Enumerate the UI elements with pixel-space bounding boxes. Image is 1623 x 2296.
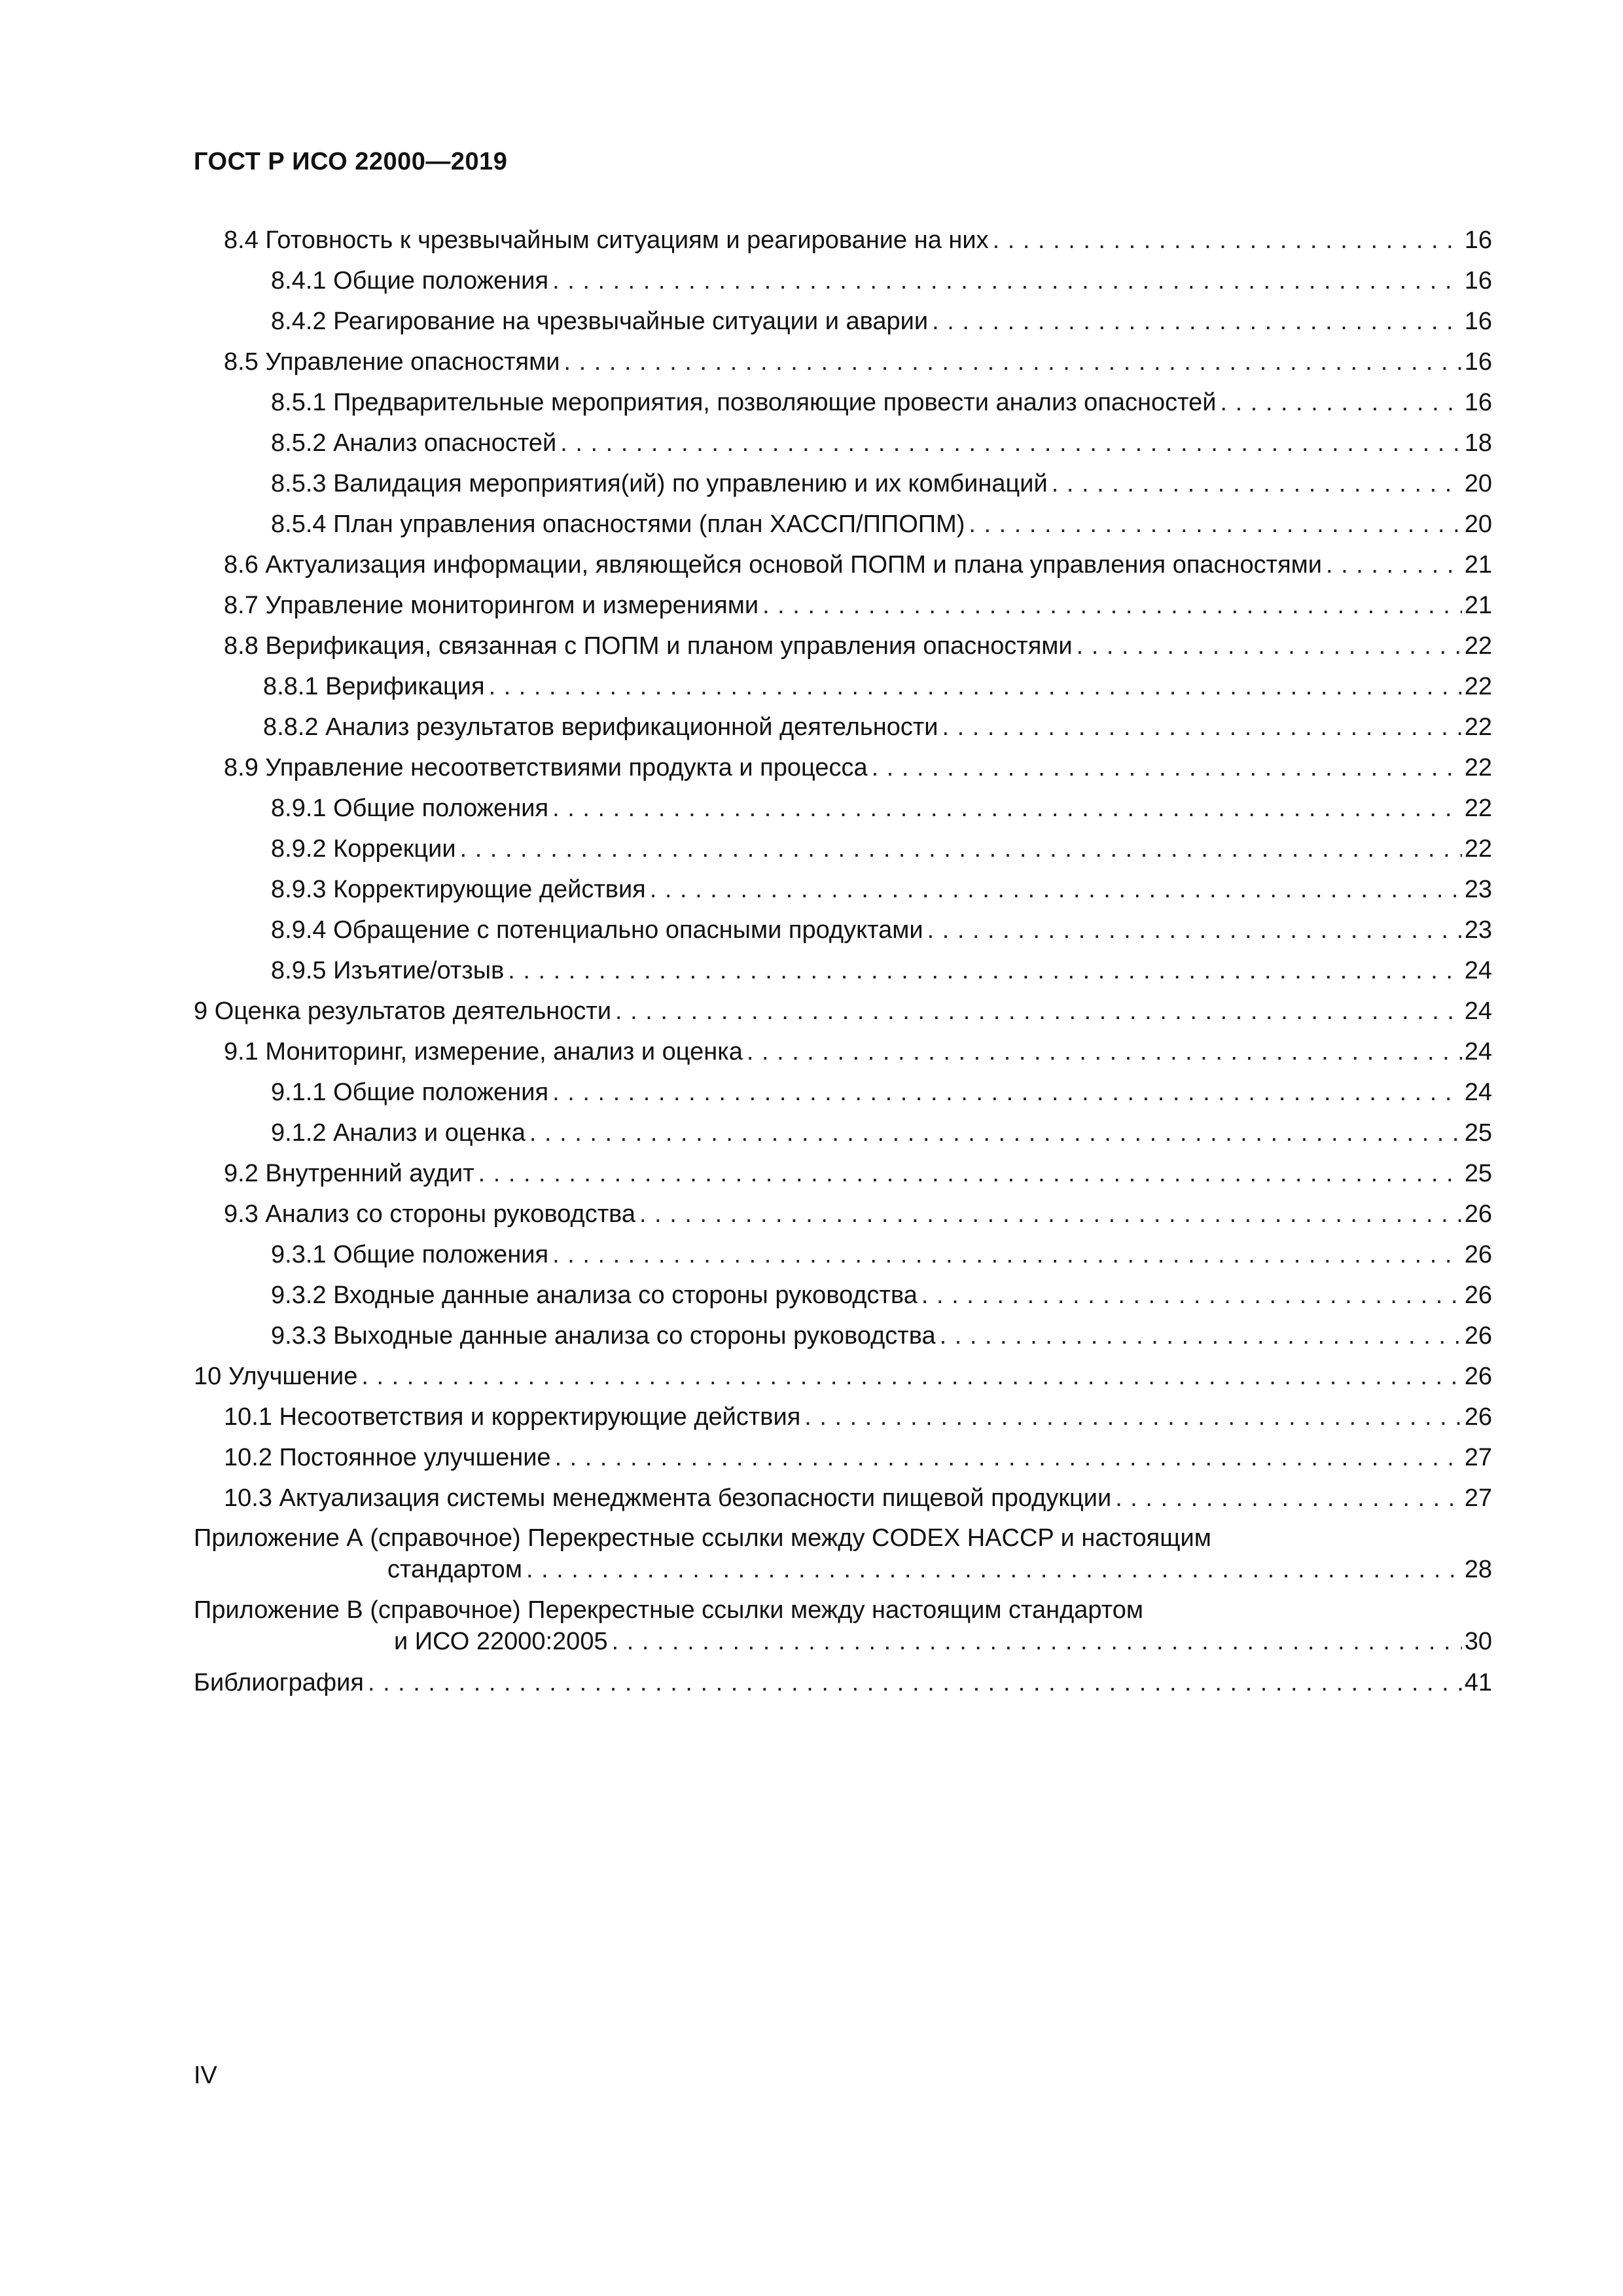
toc-entry[interactable] xyxy=(194,707,1492,747)
toc-entry[interactable] xyxy=(194,1234,1492,1275)
toc-entry[interactable] xyxy=(194,301,1492,342)
toc-leader-dots xyxy=(612,1626,1462,1657)
toc-entry[interactable] xyxy=(194,829,1492,869)
toc-entry[interactable] xyxy=(194,747,1492,788)
toc-leader-dots xyxy=(1220,382,1461,423)
toc-entry-page: 22 xyxy=(1464,835,1492,863)
toc-entry[interactable] xyxy=(194,869,1492,910)
toc-leader-dots xyxy=(650,869,1462,910)
toc-leader-dots xyxy=(639,1194,1462,1234)
toc-entry-page: 30 xyxy=(1464,1628,1492,1655)
toc-entry-title: 8.4.2 Реагирование на чрезвычайные ситуации и аварии xyxy=(271,308,929,335)
toc-entry-title: 8.6 Актуализация информации, являющейся основой ПОПМ и плана управления опасностями xyxy=(224,551,1322,579)
toc-leader-dots xyxy=(560,423,1461,463)
toc-entry[interactable] xyxy=(194,1031,1492,1072)
toc-entry-page: 22 xyxy=(1464,795,1492,822)
toc-entry-page: 16 xyxy=(1464,308,1492,335)
toc-entry[interactable] xyxy=(194,260,1492,301)
toc-entry-title: 10.2 Постоянное улучшение xyxy=(224,1444,551,1471)
toc-entry-title: 9.1.2 Анализ и оценка xyxy=(271,1119,526,1147)
toc-entry[interactable] xyxy=(194,1478,1492,1518)
toc-entry-page: 24 xyxy=(1464,1038,1492,1066)
toc-entry-title: 8.9.2 Коррекции xyxy=(271,835,456,863)
toc-entry[interactable] xyxy=(194,788,1492,829)
toc-entry-page: 25 xyxy=(1464,1160,1492,1187)
toc-leader-dots xyxy=(478,1153,1462,1194)
toc-entry[interactable] xyxy=(194,342,1492,382)
toc-entry-page: 26 xyxy=(1464,1200,1492,1228)
toc-leader-dots xyxy=(1326,545,1462,585)
toc-leader-dots xyxy=(762,585,1462,626)
toc-entry-page: 26 xyxy=(1464,1282,1492,1309)
toc-leader-dots xyxy=(942,707,1461,747)
toc-entry[interactable] xyxy=(194,1316,1492,1356)
toc-entry-title: 8.9.5 Изъятие/отзыв xyxy=(271,957,505,984)
toc-entry-title: 8.9 Управление несоответствиями продукта и процесса xyxy=(224,754,868,781)
toc-entry-page: 23 xyxy=(1464,916,1492,944)
toc-entry-page: 41 xyxy=(1464,1669,1492,1696)
toc-entry-page: 21 xyxy=(1464,551,1492,579)
toc-entry-page: 20 xyxy=(1464,470,1492,497)
toc-entry[interactable] xyxy=(194,1194,1492,1234)
toc-leader-dots xyxy=(615,991,1462,1031)
toc-leader-dots xyxy=(460,829,1462,869)
toc-entry-page: 24 xyxy=(1464,997,1492,1025)
toc-leader-dots xyxy=(555,1437,1462,1478)
toc-entry-page: 24 xyxy=(1464,957,1492,984)
toc-leader-dots xyxy=(552,1072,1462,1113)
toc-entry[interactable] xyxy=(194,1113,1492,1153)
toc-entry-title: 8.4.1 Общие положения xyxy=(271,267,549,295)
toc-appendix-entry[interactable] xyxy=(194,1518,1492,1590)
toc-leader-dots xyxy=(993,220,1462,260)
toc-entry[interactable] xyxy=(194,423,1492,463)
toc-entry[interactable] xyxy=(194,463,1492,504)
toc-leader-dots xyxy=(552,1234,1462,1275)
toc-entry[interactable] xyxy=(194,950,1492,991)
toc-leader-dots xyxy=(1052,463,1462,504)
toc-entry[interactable] xyxy=(194,1437,1492,1478)
toc-bibliography-entry[interactable] xyxy=(194,1662,1492,1703)
toc-entry-page: 16 xyxy=(1464,348,1492,376)
toc-entry-page: 22 xyxy=(1464,754,1492,781)
toc-entry[interactable] xyxy=(194,504,1492,545)
toc-entry-title: Библиография xyxy=(194,1669,364,1696)
toc-entry-page: 26 xyxy=(1464,1322,1492,1350)
toc-entry[interactable] xyxy=(194,1397,1492,1437)
toc-entry-title: 8.5.3 Валидация мероприятия(ий) по управлению и их комбинаций xyxy=(271,470,1048,497)
toc-entry-page: 27 xyxy=(1464,1444,1492,1471)
toc-entry-title: 8.9.1 Общие положения xyxy=(271,795,549,822)
toc-entry-page: 20 xyxy=(1464,511,1492,538)
toc-leader-dots xyxy=(921,1275,1462,1316)
toc-entry-title: 9.1.1 Общие положения xyxy=(271,1079,549,1106)
toc-entry-title: 9.3.3 Выходные данные анализа со стороны руководства xyxy=(271,1322,936,1350)
toc-entry-title: 10 Улучшение xyxy=(194,1363,358,1390)
toc-entry-title: 8.8.2 Анализ результатов верификационной деятельности xyxy=(263,713,938,741)
toc-appendix-title: Приложение А (справочное) Перекрестные ссылки между CODEX HACCP и настоящим xyxy=(194,1524,1211,1552)
toc-entry-title: 8.5.2 Анализ опасностей xyxy=(271,429,557,457)
toc-entry-title: 8.9.4 Обращение с потенциально опасными продуктами xyxy=(271,916,923,944)
toc-entry-page: 16 xyxy=(1464,389,1492,416)
toc-leader-dots xyxy=(932,301,1462,342)
toc-leader-dots xyxy=(1077,626,1462,666)
toc-entry-title: 10.1 Несоответствия и корректирующие действия xyxy=(224,1403,801,1431)
toc-entry-page: 22 xyxy=(1464,632,1492,660)
toc-entry[interactable] xyxy=(194,1072,1492,1113)
toc-leader-dots xyxy=(529,1113,1462,1153)
toc-leader-dots xyxy=(489,666,1462,707)
toc-leader-dots xyxy=(552,260,1462,301)
toc-entry-page: 26 xyxy=(1464,1363,1492,1390)
toc-entry[interactable] xyxy=(194,1275,1492,1316)
document-header: ГОСТ Р ИСО 22000—2019 xyxy=(194,148,508,175)
toc-entry[interactable] xyxy=(194,220,1492,260)
toc-entry-title: 8.8.1 Верификация xyxy=(263,673,485,700)
toc-entry-page: 16 xyxy=(1464,226,1492,254)
toc-entry-page: 23 xyxy=(1464,876,1492,903)
toc-leader-dots xyxy=(1115,1478,1462,1518)
toc-leader-dots xyxy=(927,910,1462,950)
toc-entry-title: 8.7 Управление мониторингом и измерениями xyxy=(224,592,759,619)
toc-entry[interactable] xyxy=(194,991,1492,1031)
toc-leader-dots xyxy=(969,504,1461,545)
toc-entry[interactable] xyxy=(194,1356,1492,1397)
toc-leader-dots xyxy=(361,1356,1461,1397)
toc-entry[interactable] xyxy=(194,910,1492,950)
toc-entry-title: 9.3.1 Общие положения xyxy=(271,1241,549,1268)
toc-entry-page: 26 xyxy=(1464,1241,1492,1268)
toc-entry-title: 9.2 Внутренний аудит xyxy=(224,1160,474,1187)
toc-entry[interactable] xyxy=(194,1153,1492,1194)
toc-entry-page: 21 xyxy=(1464,592,1492,619)
toc-entry-title: 8.9.3 Корректирующие действия xyxy=(271,876,646,903)
toc-entry-page: 28 xyxy=(1464,1556,1492,1583)
toc-leader-dots xyxy=(804,1397,1461,1437)
toc-entry-title: 9.3 Анализ со стороны руководства xyxy=(224,1200,636,1228)
toc-entry-title: 9.3.2 Входные данные анализа со стороны руководства xyxy=(271,1282,918,1309)
toc-entry-page: 26 xyxy=(1464,1403,1492,1431)
toc-entry-title: 10.3 Актуализация системы менеджмента безопасности пищевой продукции xyxy=(224,1484,1112,1512)
toc-leader-dots xyxy=(508,950,1461,991)
toc-leader-dots xyxy=(940,1316,1462,1356)
page-number: IV xyxy=(194,2062,217,2089)
toc-leader-dots xyxy=(747,1031,1462,1072)
toc-entry-title: 8.4 Готовность к чрезвычайным ситуациям и реагирование на них xyxy=(224,226,989,254)
toc-appendix-entry[interactable] xyxy=(194,1590,1492,1662)
toc-leader-dots xyxy=(552,788,1462,829)
toc-appendix-title-continued: стандартом xyxy=(387,1556,522,1583)
toc-entry[interactable] xyxy=(194,382,1492,423)
toc-entry-page: 16 xyxy=(1464,267,1492,295)
toc-entry-title: 9.1 Мониторинг, измерение, анализ и оценка xyxy=(224,1038,743,1066)
toc-entry-page: 25 xyxy=(1464,1119,1492,1147)
toc-entry[interactable] xyxy=(194,626,1492,666)
toc-entry-page: 18 xyxy=(1464,429,1492,457)
toc-entry-page: 22 xyxy=(1464,713,1492,741)
toc-leader-dots xyxy=(563,342,1461,382)
toc-entry-title: 8.5.1 Предварительные мероприятия, позволяющие провести анализ опасностей xyxy=(271,389,1217,416)
toc-leader-dots xyxy=(368,1662,1462,1703)
toc-entry-page: 27 xyxy=(1464,1484,1492,1512)
toc-leader-dots xyxy=(526,1554,1462,1585)
toc-entry[interactable] xyxy=(194,666,1492,707)
toc-entry[interactable] xyxy=(194,545,1492,585)
toc-leader-dots xyxy=(872,747,1462,788)
toc-entry-title: 8.5 Управление опасностями xyxy=(224,348,560,376)
toc-entry[interactable] xyxy=(194,585,1492,626)
toc-appendix-title: Приложение В (справочное) Перекрестные ссылки между настоящим стандартом xyxy=(194,1596,1143,1624)
toc-appendix-title-continued: и ИСО 22000:2005 xyxy=(394,1628,608,1655)
toc-entry-page: 24 xyxy=(1464,1079,1492,1106)
toc-entry-title: 9 Оценка результатов деятельности xyxy=(194,997,612,1025)
toc-entry-title: 8.5.4 План управления опасностями (план ХАССП/ППОПМ) xyxy=(271,511,965,538)
toc-entry-title: 8.8 Верификация, связанная с ПОПМ и планом управления опасностями xyxy=(224,632,1073,660)
toc-entry-page: 22 xyxy=(1464,673,1492,700)
table-of-contents xyxy=(194,220,1492,1703)
